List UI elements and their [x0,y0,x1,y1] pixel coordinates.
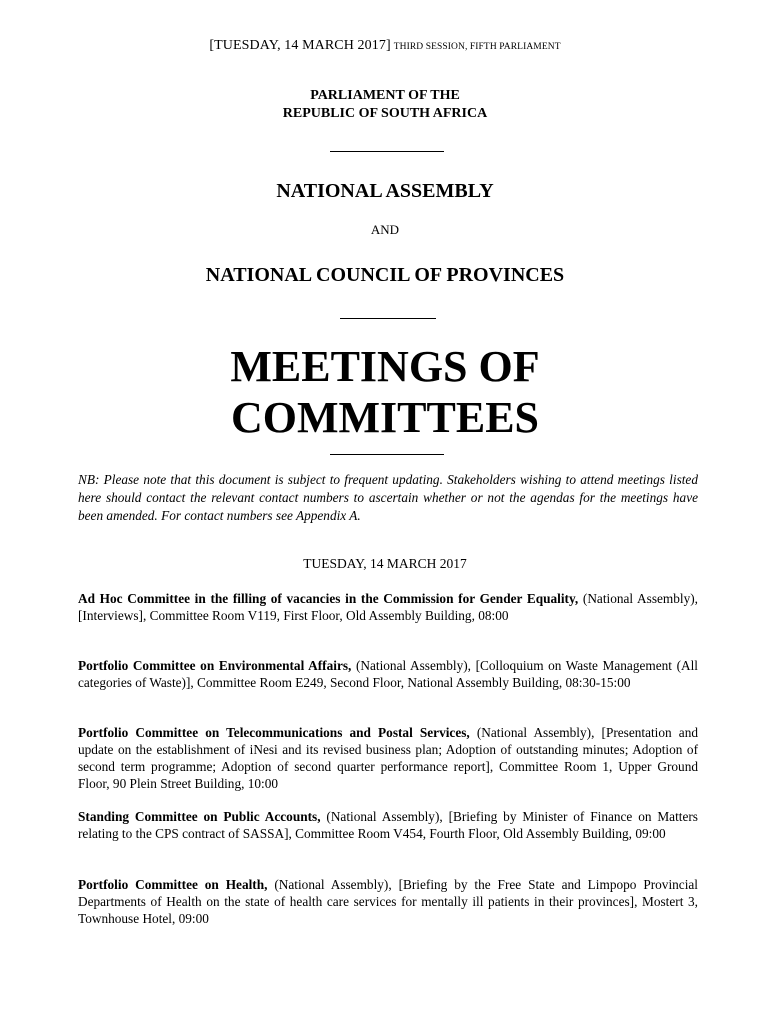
parliament-line-1: PARLIAMENT OF THE [310,88,460,103]
meeting-entry [78,590,698,624]
meeting-entry [78,724,698,792]
and-conjunction: AND [370,222,400,237]
meeting-details: (National Assembly), [Briefing by Minister of Finance on Matters relating to the CPS contract of SASSA], Committee Room V454, Fourth Floor, Old Assembly Building, 09:00 [78,809,698,841]
running-header [0,38,770,54]
committee-name: Ad Hoc Committee in the filling of vacancies in the Commission for Gender Equality, [78,591,579,606]
divider-rule [330,151,444,152]
committee-name: Standing Committee on Public Accounts, [78,809,321,824]
header-date: [TUESDAY, 14 MARCH 2017] [209,38,391,53]
header-session: THIRD SESSION, FIFTH PARLIAMENT [393,42,561,52]
meeting-details: (National Assembly), [Briefing by the Free State and Limpopo Provincial Departments of Health on the state of health care services for mentally ill patients in their provinces], Mostert 3, Townhouse Hotel, 09:00 [78,877,698,926]
committee-name: Portfolio Committee on Telecommunications and Postal Services, [78,725,470,740]
meeting-details: (National Assembly), [Interviews], Committee Room V119, First Floor, Old Assembly Building, 08:00 [78,591,698,623]
divider-rule [340,318,436,319]
national-assembly-heading: NATIONAL ASSEMBLY [276,180,494,202]
meeting-details: (National Assembly), [Colloquium on Waste Management (All categories of Waste)], Committee Room E249, Second Floor, National Assembly Building, 08:30-15:00 [78,658,698,690]
meeting-entry [78,876,698,927]
committee-name: Portfolio Committee on Environmental Affairs, [78,658,352,673]
meeting-details: (National Assembly), [Presentation and update on the establishment of iNesi and its revised business plan; Adoption of outstanding minutes; Adoption of second term programme; Adoption of second quarter performance report], Committee Room 1, Upper Ground Floor, 90 Plein Street Building, 10:00 [78,725,698,791]
parliament-line-2: REPUBLIC OF SOUTH AFRICA [282,106,488,121]
title-line-2: COMMITTEES [230,393,540,442]
ncop-heading: NATIONAL COUNCIL OF PROVINCES [205,264,565,286]
parliament-heading [0,87,770,123]
committee-name: Portfolio Committee on Health, [78,877,268,892]
update-notice: NB: Please note that this document is subject to frequent updating. Stakeholders wishing to attend meetings listed here should contact the relevant contact numbers to ascertain whether or not the agendas for the meetings have been amended. For contact numbers see Appendix A. [78,472,698,523]
meeting-entry [78,808,698,842]
document-title [0,341,770,443]
meeting-entry [78,657,698,691]
title-line-1: MEETINGS OF [230,342,540,391]
date-heading: TUESDAY, 14 MARCH 2017 [303,556,467,571]
divider-rule [330,454,444,455]
